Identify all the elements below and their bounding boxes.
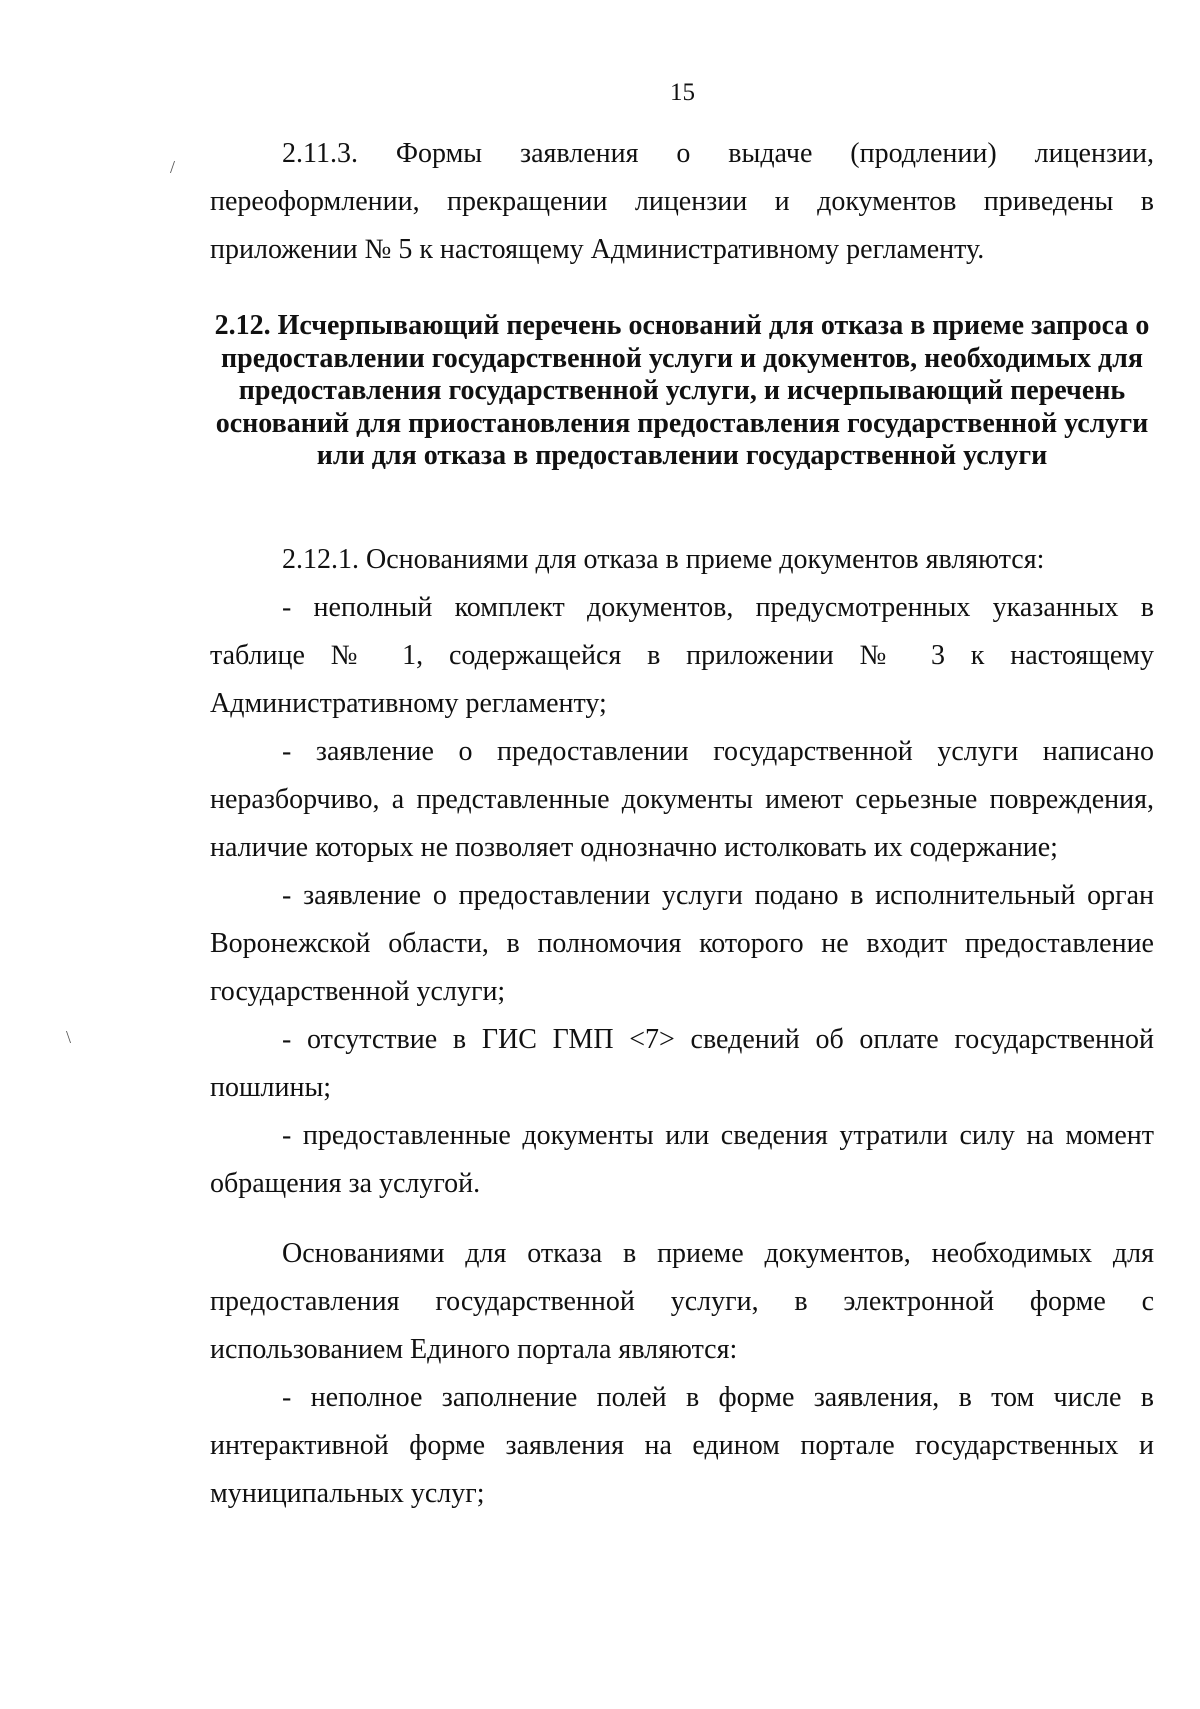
section-heading: 2.12. Исчерпывающий перечень оснований для отказа в приеме запроса о предоставлении государственной услуги и документов, необходимых для предоставления государственной услуги, и исчерпывающий перечень оснований для приостановления предоставления государственной услуги или для отказа в предоставлении государственной услуги	[214, 310, 1150, 471]
paragraph: Основаниями для отказа в приеме документов, необходимых для предоставления государственной услуги, в электронной форме с использованием Единого портала являются:	[210, 1238, 1154, 1365]
scan-mark: \	[66, 1027, 72, 1047]
electronic-refusal-grounds	[210, 1230, 1154, 1518]
scan-mark: /	[170, 157, 176, 177]
clause-2-12-1	[210, 536, 1154, 1208]
list-item: - неполный комплект документов, предусмотренных указанных в таблице № 1, содержащейся в приложении № 3 к настоящему Административному регламенту;	[210, 592, 1154, 719]
paragraph: 2.11.3. Формы заявления о выдаче (продлении) лицензии, переоформлении, прекращении лицензии и документов приведены в приложении № 5 к настоящему Административному регламенту.	[210, 138, 1154, 265]
clause-2-11-3	[210, 130, 1154, 274]
paragraph: 2.12.1. Основаниями для отказа в приеме документов являются:	[282, 544, 1045, 575]
page-number: 15	[670, 79, 695, 106]
list-item: - неполное заполнение полей в форме заявления, в том числе в интерактивной форме заявления на едином портале государственных и муниципальных услуг;	[210, 1382, 1154, 1509]
list-item: - заявление о предоставлении государственной услуги написано неразборчиво, а представленные документы имеют серьезные повреждения, наличие которых не позволяет однозначно истолковать их содержание;	[210, 736, 1154, 863]
list-item: - отсутствие в ГИС ГМП <7> сведений об оплате государственной пошлины;	[210, 1024, 1154, 1103]
list-item: - предоставленные документы или сведения утратили силу на момент обращения за услугой.	[210, 1120, 1154, 1199]
list-item: - заявление о предоставлении услуги подано в исполнительный орган Воронежской области, в полномочия которого не входит предоставление государственной услуги;	[210, 880, 1154, 1007]
